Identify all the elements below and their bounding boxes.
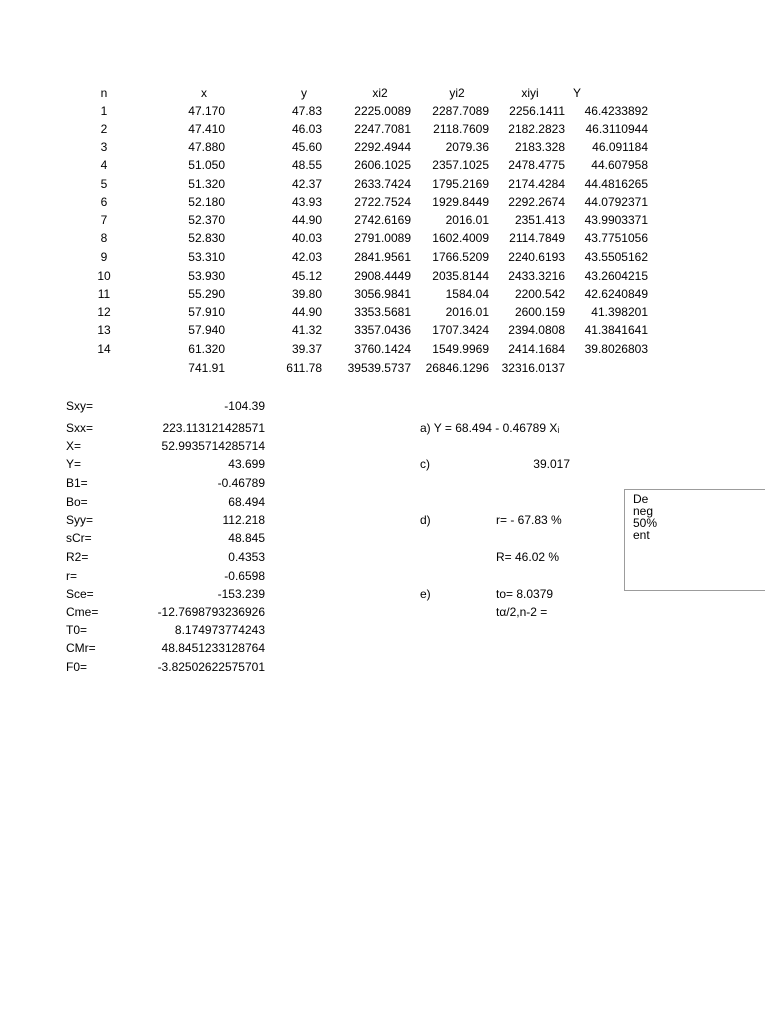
table-cell[interactable]: 46.4233892	[584, 104, 648, 118]
table-cell[interactable]: 46.091184	[592, 140, 648, 154]
comment-line: neg	[633, 504, 654, 518]
table-cell[interactable]: 53.930	[188, 269, 225, 283]
table-cell[interactable]: 10	[97, 269, 111, 283]
column-header[interactable]: yi2	[449, 86, 465, 100]
table-cell[interactable]: 1602.4009	[432, 231, 489, 245]
stat-label[interactable]: r=	[66, 569, 78, 583]
table-cell[interactable]: 2174.4284	[508, 177, 565, 191]
stat-label[interactable]: R2=	[66, 550, 89, 564]
column-header[interactable]: y	[301, 86, 307, 100]
table-cell[interactable]: 2200.542	[514, 287, 565, 301]
table-cell[interactable]: 52.830	[188, 231, 225, 245]
total-cell[interactable]: 39539.5737	[347, 361, 411, 375]
table-cell[interactable]: 2240.6193	[508, 250, 565, 264]
table-cell[interactable]: 2256.1411	[509, 104, 565, 118]
table-cell[interactable]: 2394.0808	[508, 323, 565, 337]
table-cell[interactable]: 51.050	[188, 158, 225, 172]
answer-a[interactable]: a) Y = 68.494 - 0.46789 Xᵢ	[420, 421, 560, 435]
table-cell[interactable]: 8	[100, 231, 108, 245]
comment-line: ent	[633, 528, 650, 542]
total-cell[interactable]: 611.78	[286, 361, 322, 375]
table-cell[interactable]: 53.310	[188, 250, 225, 264]
table-cell[interactable]: 1795.2169	[432, 177, 489, 191]
table-cell[interactable]: 2035.8144	[432, 269, 489, 283]
table-cell[interactable]: 14	[97, 342, 111, 356]
table-cell[interactable]: 41.3841641	[584, 323, 648, 337]
column-header[interactable]: n	[100, 86, 108, 100]
table-cell[interactable]: 1766.5209	[432, 250, 489, 264]
column-header[interactable]: Y	[572, 86, 581, 100]
stat-value[interactable]: -0.6598	[224, 569, 265, 583]
stat-label[interactable]: Syy=	[66, 513, 94, 527]
table-cell[interactable]: 41.398201	[591, 305, 648, 319]
stat-label[interactable]: B1=	[66, 476, 88, 490]
table-cell[interactable]: 3357.0436	[354, 323, 411, 337]
table-cell[interactable]: 3760.1424	[354, 342, 411, 356]
table-cell[interactable]: 2182.2823	[508, 122, 565, 136]
table-cell[interactable]: 52.180	[188, 195, 225, 209]
stat-value[interactable]: 43.699	[228, 457, 265, 471]
total-cell[interactable]: 26846.1296	[425, 361, 489, 375]
answer-e-to[interactable]: to= 8.0379	[496, 587, 554, 601]
stat-value[interactable]: -104.39	[224, 399, 265, 413]
answer-c-label[interactable]: c)	[420, 457, 430, 471]
table-cell[interactable]: 2478.4775	[508, 158, 565, 172]
stat-value[interactable]: -12.7698793236926	[157, 605, 265, 619]
table-cell[interactable]: 39.8026803	[584, 342, 648, 356]
table-cell[interactable]: 43.2604215	[584, 269, 648, 283]
stat-value[interactable]: 48.845	[228, 531, 265, 545]
table-cell[interactable]: 44.4816265	[584, 177, 648, 191]
stat-label[interactable]: Y=	[66, 457, 82, 471]
stat-value[interactable]: 112.218	[222, 513, 265, 527]
table-cell[interactable]: 47.170	[188, 104, 225, 118]
column-header[interactable]: xi2	[372, 86, 388, 100]
table-cell[interactable]: 3	[100, 140, 108, 154]
stat-label[interactable]: Cme=	[66, 605, 99, 619]
table-cell[interactable]: 46.03	[291, 122, 322, 136]
table-cell[interactable]: 12	[97, 305, 111, 319]
stat-label[interactable]: Bo=	[66, 495, 88, 509]
table-cell[interactable]: 39.37	[291, 342, 322, 356]
column-header[interactable]: xiyi	[521, 86, 539, 100]
table-cell[interactable]: 2357.1025	[432, 158, 489, 172]
stat-value[interactable]: 52.9935714285714	[161, 439, 265, 453]
table-cell[interactable]: 45.60	[291, 140, 322, 154]
table-cell[interactable]: 1	[100, 104, 108, 118]
table-cell[interactable]: 2118.7609	[433, 122, 489, 136]
stat-label[interactable]: sCr=	[66, 531, 92, 545]
table-cell[interactable]: 2079.36	[445, 140, 489, 154]
table-cell[interactable]: 2016.01	[445, 305, 489, 319]
table-cell[interactable]: 2016.01	[445, 213, 489, 227]
stat-value[interactable]: 8.174973774243	[174, 623, 265, 637]
table-cell[interactable]: 2414.1684	[508, 342, 565, 356]
table-cell[interactable]: 42.37	[291, 177, 322, 191]
table-cell[interactable]: 11	[97, 287, 111, 301]
table-cell[interactable]: 4	[100, 158, 108, 172]
total-cell[interactable]: 32316.0137	[501, 361, 565, 375]
table-cell[interactable]: 2183.328	[514, 140, 565, 154]
table-cell[interactable]: 42.03	[291, 250, 322, 264]
stat-value[interactable]: -0.46789	[217, 476, 265, 490]
table-cell[interactable]: 47.880	[188, 140, 225, 154]
stat-value[interactable]: 68.494	[228, 495, 265, 509]
table-cell[interactable]: 5	[100, 177, 108, 191]
stat-value[interactable]: -153.239	[217, 587, 265, 601]
table-cell[interactable]: 2114.7849	[509, 231, 565, 245]
table-cell[interactable]: 2633.7424	[354, 177, 411, 191]
table-cell[interactable]: 3056.9841	[354, 287, 411, 301]
table-cell[interactable]: 43.9903371	[584, 213, 648, 227]
table-cell[interactable]: 57.940	[188, 323, 225, 337]
table-cell[interactable]: 61.320	[188, 342, 225, 356]
stat-label[interactable]: Sxy=	[66, 399, 94, 413]
table-cell[interactable]: 2791.0089	[354, 231, 411, 245]
table-cell[interactable]: 52.370	[188, 213, 225, 227]
table-cell[interactable]: 3353.5681	[354, 305, 411, 319]
stat-label[interactable]: Sce=	[66, 587, 94, 601]
table-cell[interactable]: 7	[100, 213, 108, 227]
table-cell[interactable]: 2292.2674	[508, 195, 565, 209]
comment-textbox[interactable]	[624, 489, 765, 591]
table-cell[interactable]: 40.03	[291, 231, 322, 245]
table-cell[interactable]: 51.320	[188, 177, 225, 191]
table-cell[interactable]: 2351.413	[514, 213, 565, 227]
stat-label[interactable]: T0=	[66, 623, 88, 637]
table-cell[interactable]: 48.55	[291, 158, 322, 172]
table-cell[interactable]: 55.290	[188, 287, 225, 301]
table-cell[interactable]: 39.80	[291, 287, 322, 301]
stat-label[interactable]: F0=	[66, 660, 88, 674]
table-cell[interactable]: 2600.159	[514, 305, 565, 319]
table-cell[interactable]: 44.90	[291, 305, 322, 319]
table-cell[interactable]: 2292.4944	[354, 140, 411, 154]
answer-d-r[interactable]: r= - 67.83 %	[496, 513, 562, 527]
table-cell[interactable]: 47.410	[188, 122, 225, 136]
table-cell[interactable]: 6	[100, 195, 108, 209]
table-cell[interactable]: 2433.3216	[508, 269, 565, 283]
stat-value[interactable]: 0.4353	[228, 550, 265, 564]
table-cell[interactable]: 1929.8449	[432, 195, 489, 209]
table-cell[interactable]: 2841.9561	[354, 250, 411, 264]
answer-d-label[interactable]: d)	[420, 513, 431, 527]
table-cell[interactable]: 2225.0089	[354, 104, 411, 118]
table-cell[interactable]: 13	[97, 323, 111, 337]
stat-value[interactable]: 48.8451233128764	[161, 641, 265, 655]
answer-e-label[interactable]: e)	[420, 587, 431, 601]
table-cell[interactable]: 57.910	[188, 305, 225, 319]
table-cell[interactable]: 41.32	[291, 323, 322, 337]
column-header[interactable]: x	[201, 86, 207, 100]
stat-label[interactable]: X=	[66, 439, 82, 453]
stat-label[interactable]: Sxx=	[66, 421, 94, 435]
table-cell[interactable]: 43.93	[291, 195, 322, 209]
table-cell[interactable]: 43.5505162	[584, 250, 648, 264]
table-cell[interactable]: 2742.6169	[354, 213, 411, 227]
table-cell[interactable]: 43.7751056	[584, 231, 648, 245]
comment-line: De	[633, 492, 649, 506]
table-cell[interactable]: 1549.9969	[432, 342, 489, 356]
table-cell[interactable]: 2908.4449	[354, 269, 411, 283]
table-cell[interactable]: 1707.3424	[432, 323, 489, 337]
table-cell[interactable]: 2247.7081	[354, 122, 411, 136]
stat-value[interactable]: -3.82502622575701	[157, 660, 265, 674]
comment-line: 50%	[633, 516, 658, 530]
answer-d-R[interactable]: R= 46.02 %	[496, 550, 560, 564]
table-cell[interactable]: 46.3110944	[585, 122, 648, 136]
stat-value[interactable]: 223.113121428571	[162, 421, 265, 435]
stat-label[interactable]: CMr=	[66, 641, 96, 655]
answer-e-t[interactable]: tα/2,n-2 =	[496, 605, 548, 619]
table-cell[interactable]: 2722.7524	[354, 195, 411, 209]
table-cell[interactable]: 47.83	[291, 104, 322, 118]
total-cell[interactable]: 741.91	[188, 361, 225, 375]
table-cell[interactable]: 9	[100, 250, 108, 264]
table-cell[interactable]: 44.607958	[591, 158, 648, 172]
table-cell[interactable]: 44.90	[291, 213, 322, 227]
table-cell[interactable]: 2	[100, 122, 108, 136]
table-cell[interactable]: 1584.04	[445, 287, 489, 301]
table-cell[interactable]: 42.6240849	[584, 287, 648, 301]
table-cell[interactable]: 45.12	[291, 269, 322, 283]
table-cell[interactable]: 2287.7089	[432, 104, 489, 118]
table-cell[interactable]: 2606.1025	[354, 158, 411, 172]
table-cell[interactable]: 44.0792371	[584, 195, 648, 209]
answer-c-value[interactable]: 39.017	[533, 457, 570, 471]
